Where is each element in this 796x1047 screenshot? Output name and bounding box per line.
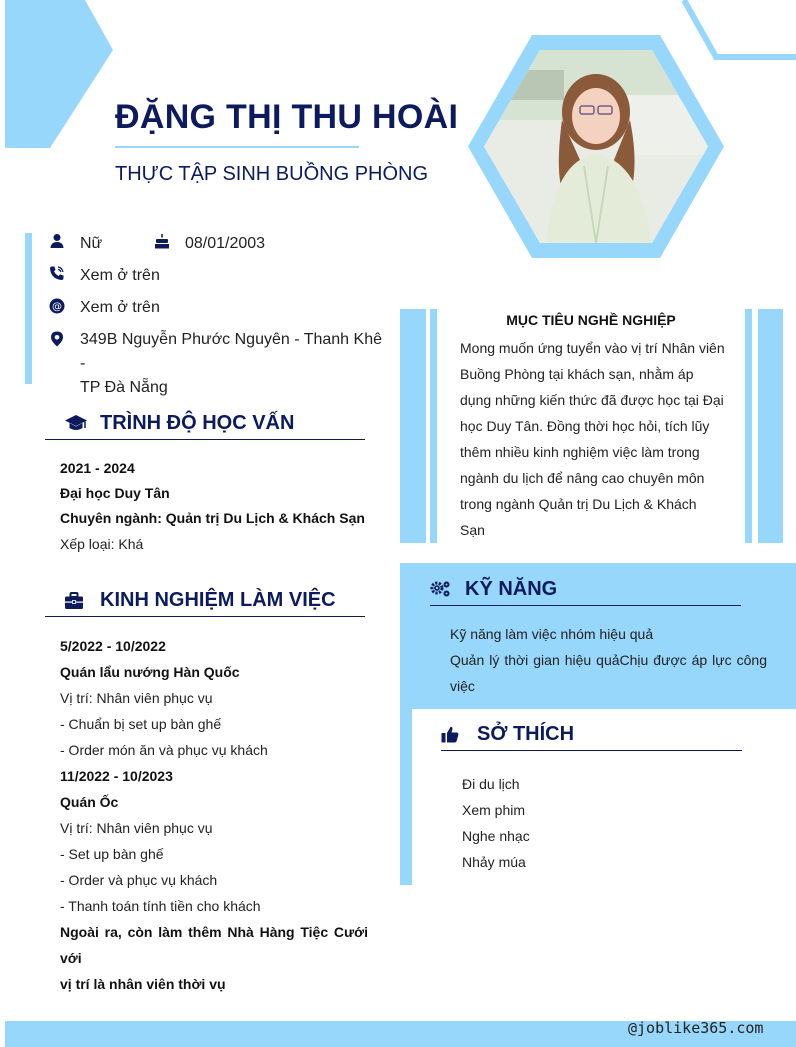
experience-note-line-2: vị trí là nhân viên thời vụ <box>60 976 226 992</box>
job-2-line: - Set up bàn ghế <box>60 846 164 862</box>
user-icon <box>49 233 65 249</box>
thumbs-up-icon <box>441 726 459 743</box>
job-1-line: - Order món ăn và phục vụ khách <box>60 742 268 758</box>
gears-icon <box>430 580 452 598</box>
hobbies-accent-bar <box>400 709 412 885</box>
phone-icon <box>49 265 65 281</box>
candidate-name: ĐẶNG THỊ THU HOÀI <box>115 98 459 136</box>
contact-accent-bar <box>25 233 32 384</box>
skill-item: Quản lý thời gian hiệu quảChịu được áp lực công <box>450 652 767 668</box>
briefcase-icon <box>64 592 84 610</box>
phone-value: Xem ở trên <box>80 267 160 284</box>
birthday-value: 08/01/2003 <box>185 235 266 252</box>
objective-text: Mong muốn ứng tuyển vào vị trí Nhân viên Buồng Phòng tại khách sạn, nhằm áp dụng những kiến thức đã được học tại Đại học Duy Tân. Đồng thời học hỏi, tích lũy thêm nhiều kinh nghiệm việc làm trong ngành du lịch để nâng cao chuyên môn trong ngành Quản trị Du Lịch & Khách Sạn <box>460 340 725 538</box>
experience-underline <box>45 616 365 617</box>
hobby-item: Đi du lịch <box>462 776 520 792</box>
objective-title: MỤC TIÊU NGHỀ NGHIỆP <box>506 312 676 328</box>
objective-bar-right-outer <box>758 309 783 543</box>
objective-bar-left-outer <box>400 309 426 543</box>
hobbies-list <box>462 771 722 875</box>
objective-bar-right-inner <box>745 309 752 543</box>
education-school: Đại học Duy Tân <box>60 485 170 501</box>
email-value: Xem ở trên <box>80 299 160 316</box>
location-pin-icon <box>49 331 65 347</box>
at-icon <box>49 298 65 314</box>
education-title: TRÌNH ĐỘ HỌC VẤN <box>100 412 295 434</box>
skills-underline <box>430 605 741 606</box>
decoration-top-left <box>5 0 113 148</box>
address-value <box>80 328 390 400</box>
footer-website-link[interactable]: @joblike365.com <box>628 1019 764 1037</box>
job-1-company: Quán lẩu nướng Hàn Quốc <box>60 664 240 680</box>
hobby-item: Xem phim <box>462 802 526 818</box>
gender-value: Nữ <box>80 235 103 252</box>
job-title: THỰC TẬP SINH BUỒNG PHÒNG <box>115 163 429 185</box>
svg-text:@: @ <box>52 301 62 313</box>
education-period: 2021 - 2024 <box>60 460 135 476</box>
experience-title: KINH NGHIỆM LÀM VIỆC <box>100 589 336 611</box>
experience-section <box>60 633 368 997</box>
job-1-line: Vị trí: Nhân viên phục vụ <box>60 690 213 706</box>
hobbies-title: SỞ THÍCH <box>477 723 575 745</box>
hobby-item: Nhảy múa <box>462 854 526 870</box>
job-2-line: Vị trí: Nhân viên phục vụ <box>60 820 213 836</box>
birthday-cake-icon <box>154 233 170 249</box>
experience-note-line-1: Ngoài ra, còn làm thêm Nhà Hàng Tiệc Cưới với <box>60 924 368 966</box>
address-line-2: TP Đà Nẵng <box>80 379 168 396</box>
education-grade: Xếp loại: Khá <box>60 536 144 552</box>
decoration-top-right <box>680 0 796 62</box>
education-major: Chuyên ngành: Quản trị Du Lịch & Khách Sạn <box>60 510 365 526</box>
hobby-item: Nghe nhạc <box>462 828 530 844</box>
job-1-line: - Chuẩn bị set up bàn ghế <box>60 716 222 732</box>
education-section <box>60 456 380 557</box>
skills-title: KỸ NĂNG <box>465 578 558 600</box>
objective-bar-left-inner <box>430 309 437 543</box>
job-2-company: Quán Ốc <box>60 794 119 810</box>
job-2-line: - Order và phục vụ khách <box>60 872 218 888</box>
name-underline <box>115 146 359 148</box>
skill-item: Kỹ năng làm việc nhóm hiệu quả <box>450 626 654 642</box>
address-line-1: 349B Nguyễn Phước Nguyên - Thanh Khê - <box>80 331 382 372</box>
skills-list <box>450 621 767 699</box>
education-underline <box>45 439 365 440</box>
job-1-period: 5/2022 - 10/2022 <box>60 638 166 654</box>
job-2-line: - Thanh toán tính tiền cho khách <box>60 898 261 914</box>
hobbies-underline <box>441 750 742 751</box>
skill-item: việc <box>450 678 475 694</box>
job-2-period: 11/2022 - 10/2023 <box>60 768 173 784</box>
graduation-cap-icon <box>64 414 88 434</box>
